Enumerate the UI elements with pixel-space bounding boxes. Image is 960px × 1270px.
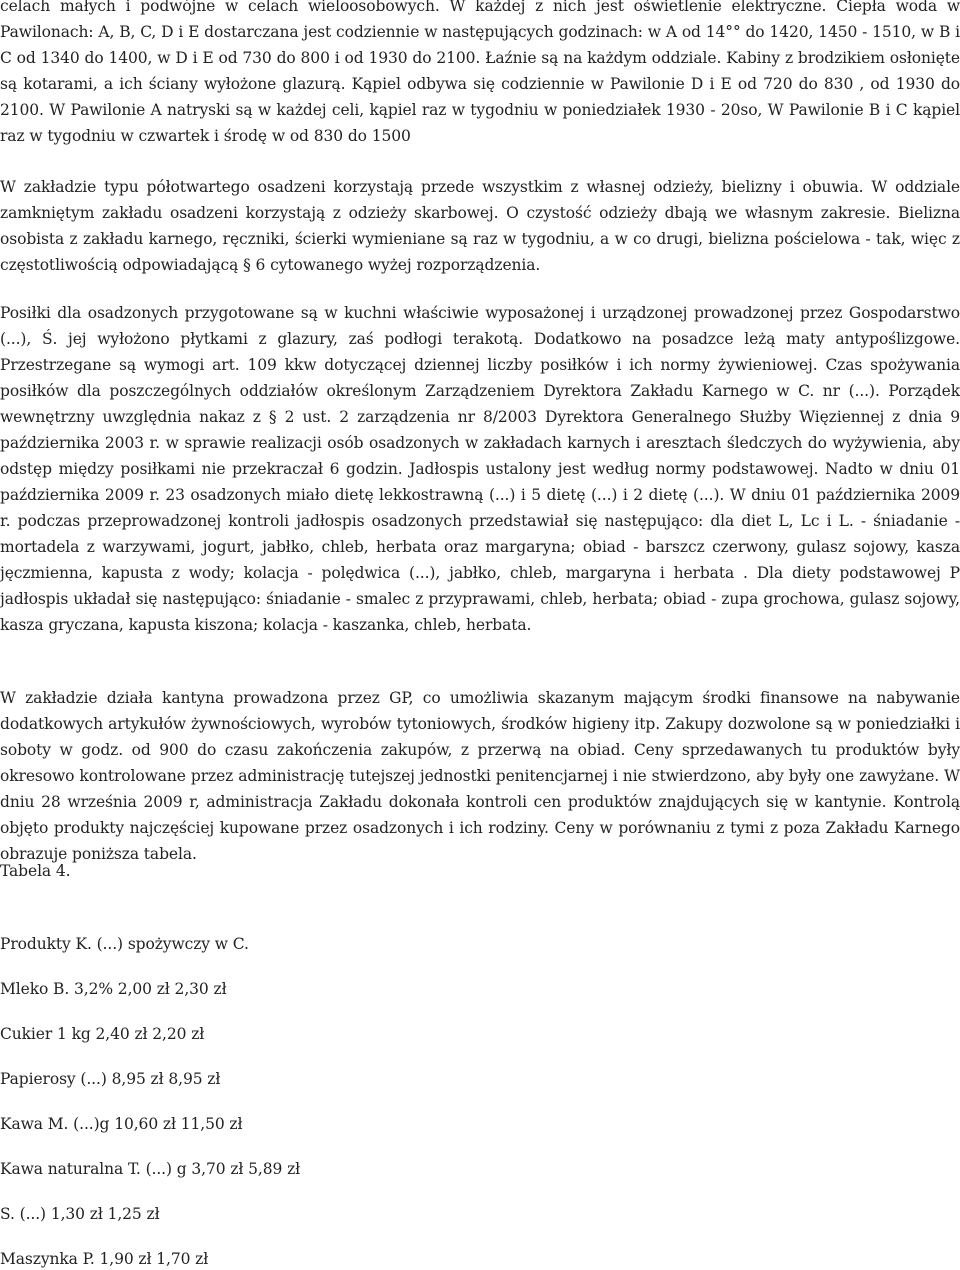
paragraph-meals: Posiłki dla osadzonych przygotowane są w kuchni właściwie wyposażonej i urządzonej prowadzonej przez Gospodarstwo (...), Ś. jej wyłożono płytkami z glazury, zaś podłogi terakotą. Dodatkowo na posadzce leżą maty antypoślizgowe. Przestrzegane są wymogi art. 109 kkw dotyczącej dziennej liczby posiłków i ich normy żywieniowej. Czas spożywania posiłków dla poszczególnych oddziałów określonym Zarządzeniem Dyrektora Zakładu Karnego w C. nr (...). Porządek wewnętrzny uwzględnia nakaz z § 2 ust. 2 zarządzenia nr 8/2003 Dyrektora Generalnego Służby Więziennej z dnia 9 października 2003 r. w sprawie realizacji osób osadzonych w zakładach karnych i aresztach śledczych do wyżywienia, aby odstęp między posiłkami nie przekraczał 6 godzin. Jadłospis ustalony jest według normy podstawowej. Nadto w dniu 01 października 2009 r. 23 osadzonych miało dietę lekkostrawną (...) i 5 dietę (...) i 2 dietę (...). W dniu 01 października 2009 r. podczas przeprowadzonej kontroli jadłospis osadzonych przedstawiał się następująco: dla diet L, Lc i L. - śniadanie - mortadela z warzywami, jogurt, jabłko, chleb, herbata oraz margaryna; obiad - barszcz czerwony, gulasz sojowy, kasza jęczmienna, kapusta z wody; kolacja - polędwica (...), jabłko, chleb, margaryna i herbata . Dla diety podstawowej P jadłospis układał się następująco: śniadanie - smalec z przyprawami, chleb, herbata; obiad - zupa grochowa, gulasz sojowy, kasza gryczana, kapusta kiszona; kolacja - kaszanka, chleb, herbata.: [0, 304, 960, 634]
table-row: Cukier 1 kg 2,40 zł 2,20 zł: [0, 1025, 205, 1043]
table-row: Kawa naturalna T. (...) g 3,70 zł 5,89 zł: [0, 1160, 301, 1178]
table-title: Tabela 4.: [0, 862, 71, 880]
paragraph-canteen: W zakładzie działa kantyna prowadzona przez GP, co umożliwia skazanym mającym środki finansowe na nabywanie dodatkowych artykułów żywnościowych, wyrobów tytoniowych, środków higieny itp. Zakupy dozwolone są w poniedziałki i soboty w godz. od 900 do czasu zakończenia zakupów, z przerwą na obiad. Ceny sprzedawanych tu produktów były okresowo kontrolowane przez administrację tutejszej jednostki penitencjarnej i nie stwierdzono, aby były one zawyżane. W dniu 28 września 2009 r, administracja Zakładu dokonała kontroli cen produktów znajdujących się w kantynie. Kontrolą objęto produkty najczęściej kupowane przez osadzonych i ich rodziny. Ceny w porównaniu z tymi z poza Zakładu Karnego obrazuje poniższa tabela.: [0, 689, 960, 863]
table-row: Kawa M. (...)g 10,60 zł 11,50 zł: [0, 1115, 243, 1133]
table-header: Produkty K. (...) spożywczy w C.: [0, 935, 249, 953]
table-row: S. (...) 1,30 zł 1,25 zł: [0, 1205, 160, 1223]
table-row: Papierosy (...) 8,95 zł 8,95 zł: [0, 1070, 221, 1088]
paragraph-bathing: celach małych i podwójne w celach wieloosobowych. W każdej z nich jest oświetlenie elektryczne. Ciepła woda w Pawilonach: A, B, C, D i E dostarczana jest codziennie w następujących godzinach: w A od 14°° do 1420, 1450 - 1510, w B i C od 1340 do 1400, w D i E od 730 do 800 i od 1930 do 2100. Łaźnie są na każdym oddziale. Kabiny z brodzikiem osłonięte są kotarami, a ich ściany wyłożone glazurą. Kąpiel odbywa się codziennie w Pawilonie D i E od 720 do 830 , od 1930 do 2100. W Pawilonie A natryski są w każdej celi, kąpiel raz w tygodniu w poniedziałek 1930 - 20so, W Pawilonie B i C kąpiel raz w tygodniu w czwartek i środę w od 830 do 1500: [0, 0, 960, 145]
paragraph-clothing: W zakładzie typu półotwartego osadzeni korzystają przede wszystkim z własnej odzieży, bielizny i obuwia. W oddziale zamkniętym zakładu osadzeni korzystają z odzieży skarbowej. O czystość odzieży dbają we własnym zakresie. Bielizna osobista z zakładu karnego, ręczniki, ścierki wymieniane są raz w tygodniu, a w co drugi, bielizna pościelowa - tak, więc z częstotliwością odpowiadającą § 6 cytowanego wyżej rozporządzenia.: [0, 178, 960, 274]
table-row: Maszynka P. 1,90 zł 1,70 zł: [0, 1250, 209, 1268]
table-row: Mleko B. 3,2% 2,00 zł 2,30 zł: [0, 980, 227, 998]
